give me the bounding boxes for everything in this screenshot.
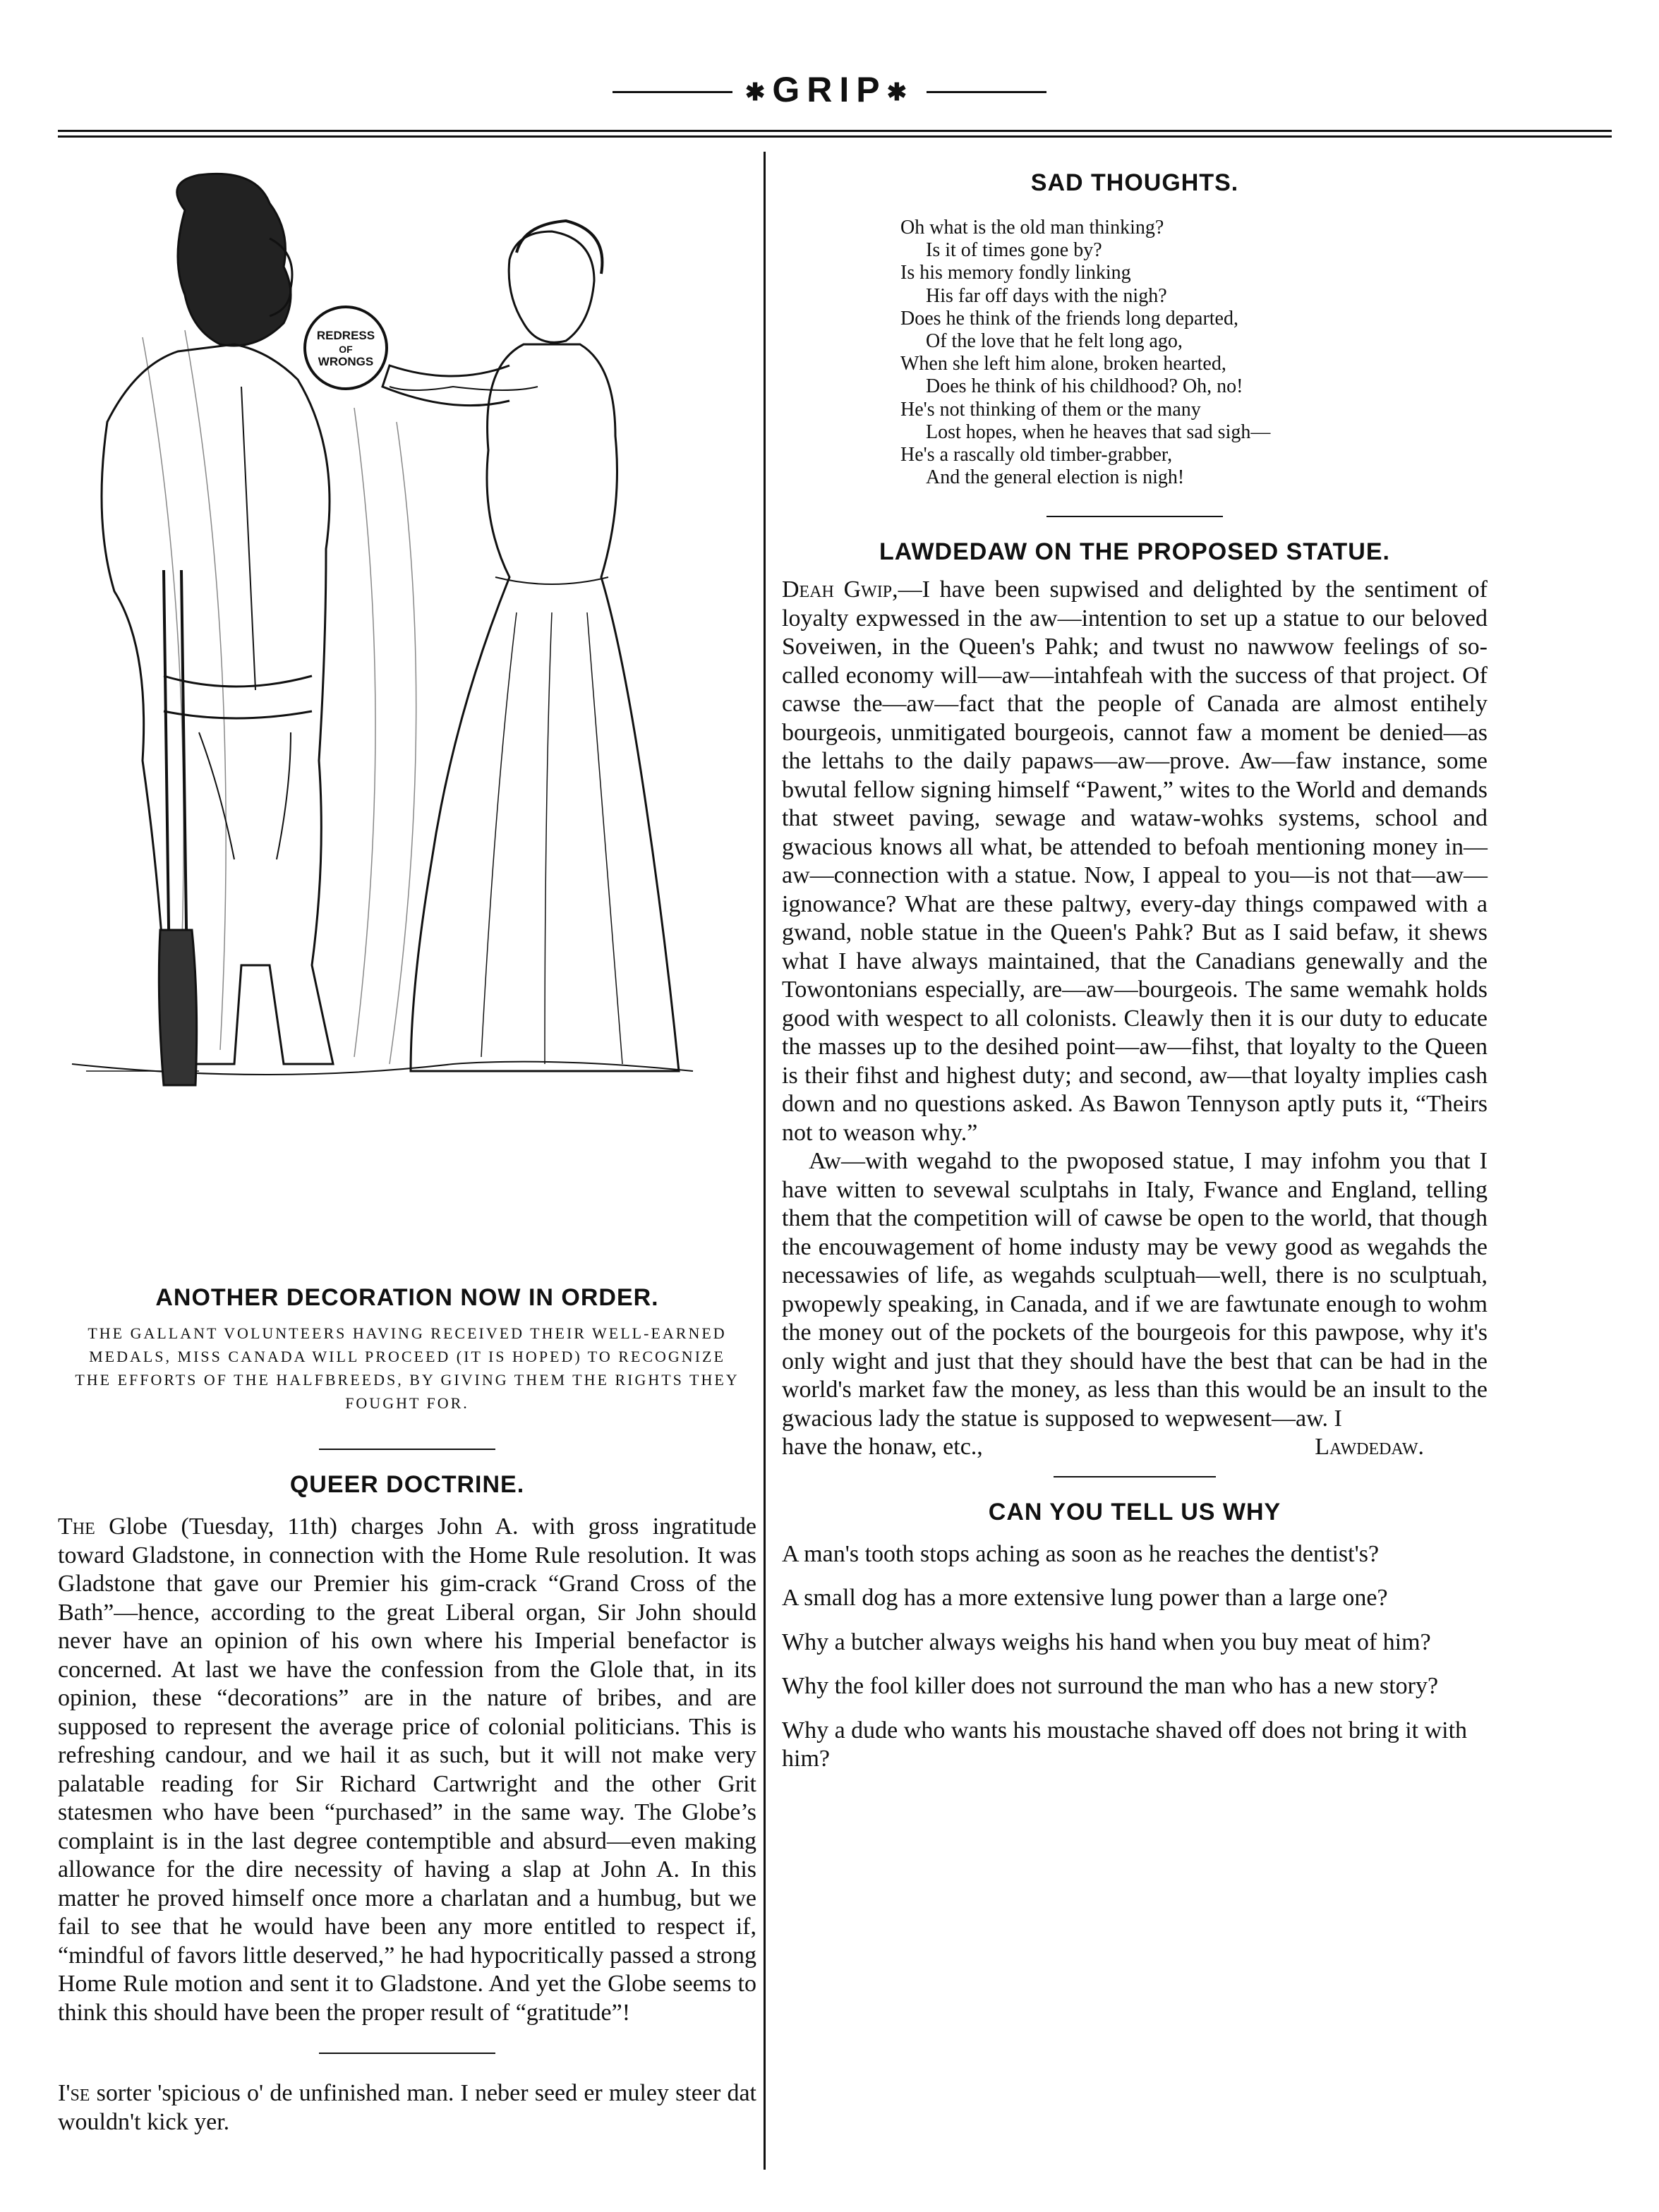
- masthead-rule-left: [613, 91, 732, 93]
- poem-line: Is it of times gone by?: [926, 239, 1102, 262]
- poem-line: Of the love that he felt long ago,: [926, 330, 1183, 353]
- section-divider: [319, 2053, 495, 2054]
- lawdedaw-paragraph-2: Aw—with wegahd to the pwoposed statue, I may infohm you that I have witten to sevewal sculptahs in Italy, Fwance and England, telling them that the competition will of cawse be open to the world, that though the encouwagement of home industy may be vewy good as wegahds the necessawies of life, as wegahds sculptuah—well, there is no sculptuah, pwopewly speaking, in Canada, and if we are fawtunate enough to wohm the money out of the pockets of the bourgeois for this pawpose, why it's only wight and just that they should have the best that can be had in the world's market faw the money, as less than this would be an insult to the gwacious lady the statue is supposed to wepwesent—aw. I: [782, 1148, 1488, 1432]
- medal-text: REDRESS: [316, 329, 375, 342]
- poem-line: Does he think of the friends long departed,: [900, 307, 1238, 330]
- poem-line: Does he think of his childhood? Oh, no!: [926, 375, 1243, 398]
- unfinished-man-lead: I'se: [58, 2080, 90, 2106]
- lawdedaw-closing: have the honaw, etc.,: [782, 1434, 983, 1461]
- header-rule: [58, 130, 1612, 132]
- why-item: A small dog has a more extensive lung power than a large one?: [782, 1585, 1388, 1612]
- poem-line: He's a rascally old timber-grabber,: [900, 444, 1173, 466]
- star-icon: ✱: [744, 78, 773, 106]
- why-item: Why a dude who wants his moustache shaved off does not bring it with him?: [782, 1717, 1468, 1772]
- lawdedaw-signature: Lawdedaw.: [1315, 1434, 1424, 1461]
- why-item: A man's tooth stops aching as soon as he reaches the dentist's?: [782, 1540, 1380, 1567]
- poem-line: Oh what is the old man thinking?: [900, 217, 1164, 238]
- poem-line: Lost hopes, when he heaves that sad sigh—: [926, 421, 1271, 443]
- header-rule: [58, 135, 1612, 138]
- cartoon-illustration: [58, 154, 756, 1128]
- cartoon-caption-body: THE GALLANT VOLUNTEERS HAVING RECEIVED THEIR WELL-EARNED MEDALS, MISS CANADA WILL PROCEED (IT IS HOPED) TO RECOGNIZE THE EFFORTS OF THE HALFBREEDS, BY GIVING THEM THE RIGHTS THEY FOUGHT FOR.: [75, 1324, 740, 1412]
- sad-thoughts-title: SAD THOUGHTS.: [1030, 169, 1239, 196]
- column-divider: [764, 152, 766, 2170]
- queer-doctrine-body: [58, 1513, 756, 2027]
- masthead: [0, 69, 1659, 110]
- lawdedaw-salutation: Deah Gwip,: [782, 576, 898, 603]
- unfinished-man-text: sorter 'spicious o' de unfinished man. I neber seed er muley steer dat wouldn't kick yer.: [58, 2080, 756, 2135]
- star-icon: ✱: [886, 78, 915, 106]
- masthead-rule-right: [927, 91, 1046, 93]
- queer-doctrine-lead: The: [58, 1513, 95, 1540]
- lawdedaw-title: LAWDEDAW ON THE PROPOSED STATUE.: [879, 538, 1390, 566]
- poem-line: When she left him alone, broken hearted,: [900, 353, 1226, 375]
- sad-thoughts-poem: [900, 217, 1488, 489]
- poem-line: His far off days with the nigh?: [926, 284, 1167, 307]
- medal-text-2: OF: [339, 344, 353, 355]
- cartoon-caption-title: ANOTHER DECORATION NOW IN ORDER.: [155, 1284, 659, 1311]
- poem-line: And the general election is nigh!: [926, 466, 1185, 489]
- unfinished-man-paragraph: [58, 2079, 756, 2137]
- right-column: [782, 154, 1488, 1789]
- cartoon-image: [58, 154, 756, 1128]
- queer-doctrine-title: QUEER DOCTRINE.: [289, 1471, 525, 1498]
- section-divider: [1046, 516, 1223, 517]
- left-column: [58, 154, 756, 2137]
- masthead-title: GRIP: [772, 70, 887, 109]
- lawdedaw-signoff: [782, 1433, 1488, 1462]
- why-item: Why the fool killer does not surround the man who has a new story?: [782, 1673, 1439, 1700]
- queer-doctrine-text: Globe (Tuesday, 11th) charges John A. with gross ingratitude toward Gladstone, in connection with the Home Rule resolution. It was Gladstone that gave our Premier his gim-crack “Grand Cross of the Bath”—hence, according to the great Liberal organ, Sir John should never have an opinion of his own where his Imperial benefactor is concerned. At last we have the confession from the Glole that, in its opinion, these “decorations” are in the nature of bribes, and are supposed to represent the average price of colonial politicians. This is refreshing candour, and we hail it as such, but it will not make very palatable reading for Sir Richard Cartwright and the other Grit statesmen who have been “purchased” in the same way. The Globe’s complaint is in the last degree contemptible and absurd—even making allowance for the dire necessity of having a slap at John A. In this matter he proved himself once more a charlatan and a humbug, but we fail to see that he would have been any more entitled to respect if, “mindful of favors little deserved,” he had hypocritically passed a strong Home Rule motion and sent it to Gladstone. And yet the Globe seems to think this should have been the proper result of “gratitude”!: [58, 1513, 757, 2026]
- poem-line: He's not thinking of them or the many: [900, 398, 1201, 421]
- section-divider: [319, 1449, 495, 1450]
- lawdedaw-paragraph-1: [782, 576, 1488, 1147]
- why-item: Why a butcher always weighs his hand when you buy meat of him?: [782, 1628, 1431, 1655]
- medal-text-3: WRONGS: [318, 355, 374, 368]
- section-divider: [1054, 1476, 1216, 1477]
- can-you-tell-us-why-title: CAN YOU TELL US WHY: [988, 1498, 1281, 1525]
- lawdedaw-text-1: —I have been supwised and delighted by the sentiment of loyalty expwessed in the aw—intention to set up a statue to our beloved Soveiwen, in the Queen's Pahk; and twust no nawwow feelings of so-called economy will—aw—intahfeah with the success of that project. Of cawse the—aw—fact that the people of Canada are almost entihely bourgeois, unmitigated bourgeois, cannot faw a moment be denied—as the lettahs to the daily papaws—aw—prove. Aw—faw instance, some bwutal fellow signing himself “Pawent,” wites to the World and demands that stweet paving, sewage and wataw-wohks systems, school and gwacious knows all what, be attended to befoah mentioning money in—aw—connection with a statue. Now, I appeal to you—is not that—aw—ignowance? What are these paltwy, every-day things compawed with a gwand, noble statue in the Queen's Pahk? But as I said befaw, it shews what I have always maintained, that the Canadians genewally and the Towontonians especially, are—aw—bourgeois. The same wemahk holds good with wespect to all colonists. Cleawly then it is our duty to educate the masses up to the desihed point—aw—fihst, that loyalty to the Queen is their fihst and highest duty; and second, aw—that loyalty implies cash down and no questions asked. As Bawon Tennyson aptly puts it, “Theirs not to weason why.”: [782, 576, 1488, 1146]
- poem-line: Is his memory fondly linking: [900, 262, 1131, 284]
